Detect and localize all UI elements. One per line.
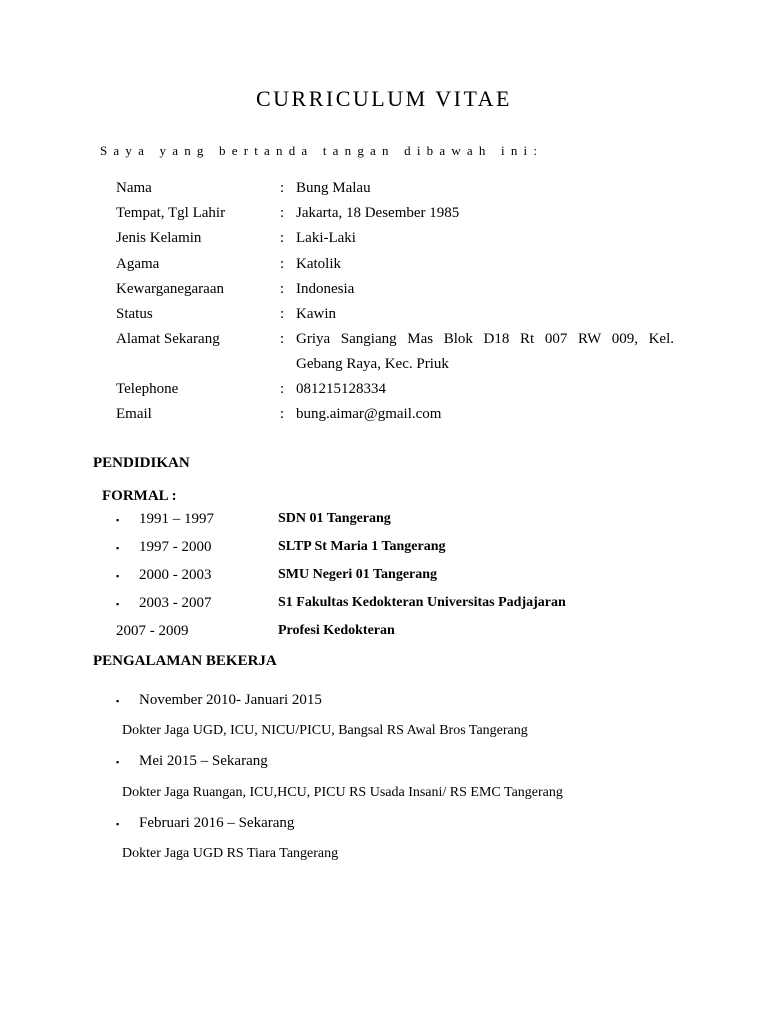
personal-colon: :: [280, 180, 285, 196]
education-school: SMU Negeri 01 Tangerang: [278, 567, 438, 582]
work-description: Dokter Jaga UGD, ICU, NICU/PICU, Bangsal RS Awal Bros Tangerang: [122, 723, 528, 738]
education-date: 1991 – 1997: [139, 511, 214, 527]
work-description: Dokter Jaga UGD RS Tiara Tangerang: [122, 846, 339, 861]
education-school: Profesi Kedokteran: [278, 623, 395, 638]
personal-colon: :: [280, 281, 285, 297]
education-date: 2000 - 2003: [139, 567, 212, 583]
personal-colon: :: [280, 230, 285, 246]
personal-label: Kewarganegaraan: [116, 281, 224, 297]
work-heading: PENGALAMAN BEKERJA: [93, 653, 277, 669]
personal-label: Jenis Kelamin: [116, 230, 202, 246]
education-date: 1997 - 2000: [139, 539, 212, 555]
personal-label: Telephone: [116, 381, 179, 397]
personal-value: Jakarta, 18 Desember 1985: [296, 205, 460, 221]
education-date: 2003 - 2007: [139, 595, 212, 611]
personal-value: Kawin: [296, 306, 336, 322]
personal-label: Agama: [116, 256, 160, 272]
work-description: Dokter Jaga Ruangan, ICU,HCU, PICU RS Usada Insani/ RS EMC Tangerang: [122, 785, 563, 800]
work-date: Februari 2016 – Sekarang: [139, 815, 295, 831]
education-date: 2007 - 2009: [116, 623, 189, 639]
personal-label: Email: [116, 406, 152, 422]
personal-value: Bung Malau: [296, 180, 371, 196]
personal-label: Tempat, Tgl Lahir: [116, 205, 226, 221]
personal-value: bung.aimar@gmail.com: [296, 406, 442, 422]
bullet-icon: ▪: [116, 515, 120, 525]
personal-label: Nama: [116, 180, 152, 196]
personal-colon: :: [280, 256, 285, 272]
personal-value: Laki-Laki: [296, 230, 356, 246]
bullet-icon: ▪: [116, 543, 120, 553]
bullet-icon: ▪: [116, 757, 120, 767]
personal-value: Indonesia: [296, 281, 355, 297]
education-school: S1 Fakultas Kedokteran Universitas Padjajaran: [278, 595, 566, 610]
personal-value: 081215128334: [296, 381, 386, 397]
personal-colon: :: [280, 331, 285, 347]
bullet-icon: ▪: [116, 599, 120, 609]
bullet-icon: ▪: [116, 696, 120, 706]
education-heading: PENDIDIKAN: [93, 455, 190, 471]
personal-colon: :: [280, 381, 285, 397]
personal-colon: :: [280, 205, 285, 221]
personal-value-line2: Gebang Raya, Kec. Priuk: [296, 356, 449, 372]
page-title: CURRICULUM VITAE: [255, 86, 512, 111]
personal-colon: :: [280, 306, 285, 322]
education-subheading: FORMAL :: [102, 488, 177, 504]
personal-label: Status: [116, 306, 153, 322]
work-date: November 2010- Januari 2015: [139, 692, 322, 708]
education-school: SLTP St Maria 1 Tangerang: [278, 539, 446, 554]
bullet-icon: ▪: [116, 819, 120, 829]
intro-text: Saya yang bertanda tangan dibawah ini:: [100, 143, 544, 158]
personal-colon: :: [280, 406, 285, 422]
education-school: SDN 01 Tangerang: [278, 511, 391, 526]
personal-value: Griya Sangiang Mas Blok D18 Rt 007 RW 009, Kel.: [296, 331, 674, 347]
personal-value: Katolik: [296, 256, 341, 272]
work-date: Mei 2015 – Sekarang: [139, 753, 268, 769]
bullet-icon: ▪: [116, 571, 120, 581]
personal-label: Alamat Sekarang: [116, 331, 220, 347]
